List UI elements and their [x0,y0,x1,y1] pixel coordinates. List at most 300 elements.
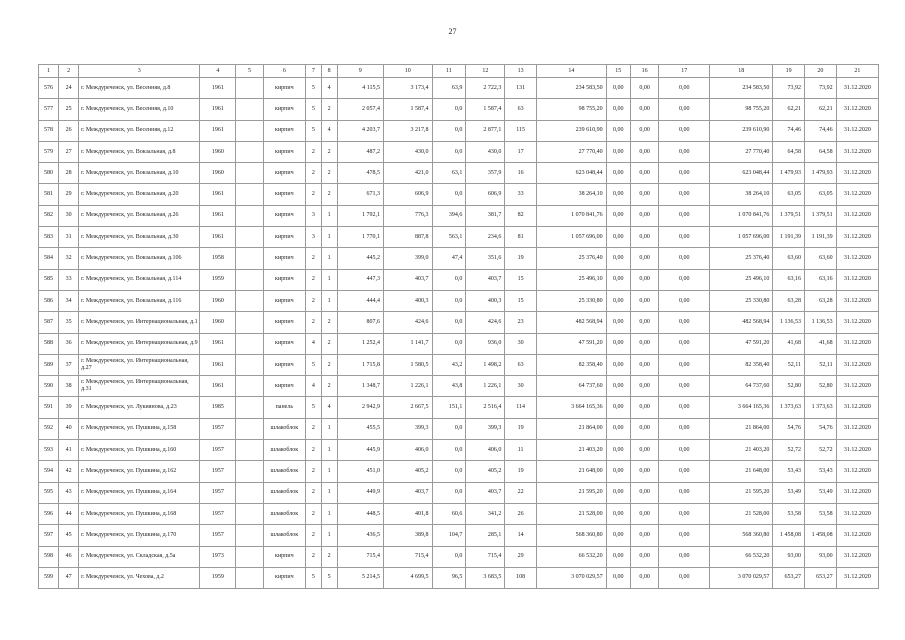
table-cell: 1961 [200,184,236,205]
table-cell: 0,00 [606,567,630,588]
table-cell: 43,8 [432,376,466,397]
table-cell: 0,00 [630,440,658,461]
table-cell: шлакоблок [263,440,305,461]
table-cell: 52,11 [773,354,805,375]
table-cell: 66 532,20 [537,546,607,567]
table-cell: 588 [39,333,59,354]
table-cell: 0,00 [659,525,710,546]
table-row [39,503,879,524]
table-cell: 715,4 [384,546,433,567]
table-cell: 53,43 [805,461,837,482]
table-cell: 73,92 [805,78,837,99]
table-cell: 47,4 [432,248,466,269]
table-cell: 482 568,94 [537,312,607,333]
header-row [39,65,879,78]
table-cell: 5 [321,567,337,588]
table-cell: 2 516,4 [466,397,505,418]
table-cell: 589 [39,354,59,375]
table-cell: 82 [505,205,537,226]
table-cell: 30 [59,205,79,226]
table-cell: 1985 [200,397,236,418]
table-row [39,567,879,588]
table-cell: 1 070 841,76 [537,205,607,226]
table-cell: 1957 [200,482,236,503]
table-cell: 93,00 [773,546,805,567]
table-cell: 33 [505,184,537,205]
address-cell: г. Междуреченск, ул. Лукиянова, д.23 [79,397,200,418]
table-cell: кирпич [263,205,305,226]
table-cell: 4 [305,376,321,397]
table-cell: 31.12.2020 [836,99,878,120]
table-cell: 19 [505,461,537,482]
table-cell: 0,00 [606,525,630,546]
table-cell: 586 [39,290,59,311]
table-cell: 0,00 [606,418,630,439]
table-cell: 2 942,9 [337,397,383,418]
table-cell: 63,60 [773,248,805,269]
table-cell: 31.12.2020 [836,141,878,162]
table-cell: 46 [59,546,79,567]
table-cell: 424,6 [466,312,505,333]
table-cell: 44 [59,503,79,524]
table-cell: 3 [305,205,321,226]
table-cell: 606,9 [384,184,433,205]
table-cell: 1961 [200,376,236,397]
table-cell: 31.12.2020 [836,567,878,588]
table-cell: 52,80 [805,376,837,397]
table-cell: 5 214,5 [337,567,383,588]
table-cell: 0,00 [606,546,630,567]
table-cell: 0,00 [606,269,630,290]
address-cell: г. Междуреченск, ул. Пушкина, д.158 [79,418,200,439]
table-cell: 0,00 [659,567,710,588]
table-cell: 0,00 [659,482,710,503]
table-cell: 5 [305,78,321,99]
table-cell: 2 [321,99,337,120]
table-row [39,120,879,141]
table-cell: 38 264,10 [537,184,607,205]
table-cell: 31.12.2020 [836,248,878,269]
table-row [39,290,879,311]
table-cell: 0,00 [659,78,710,99]
table-cell: 579 [39,141,59,162]
table-cell: 1 587,4 [384,99,433,120]
table-cell: 596 [39,503,59,524]
table-cell: 430,0 [466,141,505,162]
table-cell: 63,28 [773,290,805,311]
table-cell: 24 [59,78,79,99]
table-cell: 11 [505,440,537,461]
table-cell: 2 [321,312,337,333]
table-cell: 0,00 [606,503,630,524]
table-cell: 0,00 [659,440,710,461]
table-cell: 421,0 [384,163,433,184]
table-row [39,141,879,162]
table-cell: 0,0 [432,290,466,311]
table-cell: панель [263,397,305,418]
table-cell: 0,00 [630,525,658,546]
table-cell: 2 [321,376,337,397]
table-cell: 406,0 [384,440,433,461]
table-cell: 0,00 [630,248,658,269]
table-cell: 93,00 [805,546,837,567]
table-cell: 594 [39,461,59,482]
table-cell: 74,46 [773,120,805,141]
table-cell: 2 [305,163,321,184]
table-cell: 0,00 [606,205,630,226]
table-cell [236,312,263,333]
table-row [39,397,879,418]
table-cell [236,290,263,311]
table-cell: 31.12.2020 [836,525,878,546]
table-cell: 31.12.2020 [836,205,878,226]
table-cell: 285,1 [466,525,505,546]
table-cell: 0,00 [606,397,630,418]
table-cell: 568 360,80 [710,525,773,546]
table-cell: 583 [39,227,59,248]
table-cell: 114 [505,397,537,418]
table-cell: 405,2 [466,461,505,482]
table-cell: 25 496,10 [537,269,607,290]
column-header: 14 [537,65,607,78]
address-cell: г. Междуреченск, ул. Пушкина, д.170 [79,525,200,546]
column-header: 3 [79,65,200,78]
table-cell: 1960 [200,163,236,184]
table-cell [236,78,263,99]
table-cell: 4 203,7 [337,120,383,141]
table-cell: 62,21 [773,99,805,120]
table-cell: 2 057,4 [337,99,383,120]
table-cell: 2 [305,461,321,482]
table-cell: 400,3 [466,290,505,311]
table-cell: 394,6 [432,205,466,226]
table-row [39,227,879,248]
table-cell: 2 [305,184,321,205]
table-cell: 0,00 [659,418,710,439]
table-cell: 448,5 [337,503,383,524]
table-cell: 1961 [200,205,236,226]
table-cell [236,184,263,205]
address-cell: г. Междуреченск, ул. Интернациональная, д.31 [79,376,200,397]
table-cell: 3 664 165,36 [710,397,773,418]
table-cell: 2 [305,482,321,503]
table-cell: 1 587,4 [466,99,505,120]
table-cell: 29 [505,546,537,567]
table-cell: 29 [59,184,79,205]
table-row [39,248,879,269]
column-header: 18 [710,65,773,78]
table-cell: 0,00 [659,546,710,567]
table-cell [236,397,263,418]
table-cell [236,503,263,524]
table-cell: 436,5 [337,525,383,546]
table-cell: 41 [59,440,79,461]
table-cell: 0,00 [606,227,630,248]
table-cell: 5 [305,567,321,588]
table-cell: 31.12.2020 [836,312,878,333]
table-cell: 578 [39,120,59,141]
table-cell: 47 591,20 [537,333,607,354]
table-cell: 21 403,20 [710,440,773,461]
table-row [39,461,879,482]
table-cell: шлакоблок [263,525,305,546]
table-cell: 25 376,40 [537,248,607,269]
table-cell: 21 595,20 [710,482,773,503]
address-cell: г. Междуреченск, ул. Пушкина, д.160 [79,440,200,461]
table-cell: 0,00 [659,163,710,184]
table-cell: 38 264,10 [710,184,773,205]
table-cell: 1 379,51 [773,205,805,226]
table-cell: 31.12.2020 [836,163,878,184]
table-cell: 15 [505,290,537,311]
table-cell: 52,11 [805,354,837,375]
column-header: 5 [236,65,263,78]
table-cell: 3 683,5 [466,567,505,588]
table-cell [236,269,263,290]
table-cell: 31.12.2020 [836,397,878,418]
table-cell: 64 737,60 [537,376,607,397]
table-cell: 151,1 [432,397,466,418]
table-cell: 31.12.2020 [836,227,878,248]
table-cell: 2 [305,503,321,524]
table-cell: 1 458,08 [773,525,805,546]
table-cell: 27 770,40 [537,141,607,162]
table-cell: 63,1 [432,163,466,184]
table-cell: 234 583,50 [710,78,773,99]
table-cell: 606,9 [466,184,505,205]
column-header: 6 [263,65,305,78]
table-cell: 1 136,53 [773,312,805,333]
table-cell: 31 [59,227,79,248]
table-cell: 0,00 [630,354,658,375]
address-cell: г. Междуреченск, ул. Вокзальная, д.26 [79,205,200,226]
table-cell: 406,0 [466,440,505,461]
table-cell: 0,0 [432,99,466,120]
table-cell: 2 [321,163,337,184]
table-cell: 26 [59,120,79,141]
table-cell [236,120,263,141]
table-cell: 0,00 [630,546,658,567]
table-cell: 0,00 [659,376,710,397]
table-cell: 1957 [200,418,236,439]
address-cell: г. Междуреченск, ул. Чехова, д.2 [79,567,200,588]
table-cell: 2 [305,290,321,311]
data-table [38,64,879,589]
table-cell: 0,00 [630,482,658,503]
table-cell: 401,8 [384,503,433,524]
table-cell: 0,00 [630,397,658,418]
table-cell: 63,05 [773,184,805,205]
table-cell: 0,00 [659,461,710,482]
table-cell: кирпич [263,227,305,248]
table-cell: 31.12.2020 [836,461,878,482]
table-cell: 1 498,2 [466,354,505,375]
table-cell [236,546,263,567]
table-cell: 0,0 [432,333,466,354]
table-cell: 4 [321,397,337,418]
table-cell: 53,58 [805,503,837,524]
table-cell: 30 [505,333,537,354]
address-cell: г. Междуреченск, ул. Интернациональная, д.1 [79,312,200,333]
table-row [39,312,879,333]
table-cell: 576 [39,78,59,99]
column-header: 13 [505,65,537,78]
table-cell: 0,00 [659,227,710,248]
table-cell: 0,00 [606,312,630,333]
table-cell [236,354,263,375]
table-cell: 444,4 [337,290,383,311]
table-cell: 1 [321,503,337,524]
table-cell: 41,68 [773,333,805,354]
table-cell: 63,60 [805,248,837,269]
table-cell: кирпич [263,354,305,375]
table-cell: 591 [39,397,59,418]
table-cell: 31.12.2020 [836,333,878,354]
table-cell: 28 [59,163,79,184]
table-cell: 0,00 [630,163,658,184]
table-cell: 35 [59,312,79,333]
table-cell: 4 699,5 [384,567,433,588]
table-cell: 598 [39,546,59,567]
table-cell: 0,00 [630,461,658,482]
address-cell: г. Междуреченск, ул. Пушкина, д.162 [79,461,200,482]
table-cell: 1960 [200,141,236,162]
table-cell: 0,00 [630,269,658,290]
column-header: 2 [59,65,79,78]
table-cell: кирпич [263,120,305,141]
table-cell [236,482,263,503]
table-cell: 1958 [200,248,236,269]
table-cell: 4 [321,78,337,99]
table-cell [236,418,263,439]
table-cell [236,376,263,397]
table-cell: 0,00 [659,354,710,375]
table-cell: 1 226,1 [466,376,505,397]
table-cell: 43 [59,482,79,503]
table-cell: 580 [39,163,59,184]
table-cell: 15 [505,269,537,290]
table-cell: 4 [321,120,337,141]
table-cell: 0,00 [659,120,710,141]
table-cell: 19 [505,248,537,269]
table-cell: 0,00 [659,248,710,269]
table-cell: 399,3 [384,418,433,439]
table-cell: 2 [305,248,321,269]
table-cell: 0,0 [432,482,466,503]
table-cell [236,227,263,248]
table-cell: 0,00 [659,269,710,290]
table-cell: 715,4 [466,546,505,567]
table-cell: 66 532,20 [710,546,773,567]
table-cell: 3 173,4 [384,78,433,99]
table-cell [236,461,263,482]
table-cell: 593 [39,440,59,461]
table-cell: шлакоблок [263,503,305,524]
address-cell: г. Междуреченск, ул. Весенняя, д.10 [79,99,200,120]
table-cell: 807,6 [337,312,383,333]
table-cell: 599 [39,567,59,588]
table-cell: 1 057 696,00 [537,227,607,248]
table-cell: 887,8 [384,227,433,248]
table-cell: 42 [59,461,79,482]
table-cell: 0,0 [432,120,466,141]
table-cell: 1 715,8 [337,354,383,375]
table-cell: 597 [39,525,59,546]
table-cell: 445,9 [337,440,383,461]
table-cell: шлакоблок [263,418,305,439]
table-cell: 45 [59,525,79,546]
table-row [39,205,879,226]
table-cell: кирпич [263,99,305,120]
table-cell: 53,43 [773,461,805,482]
table-cell: 5 [305,120,321,141]
table-cell: 0,00 [606,376,630,397]
table-cell: 0,0 [432,269,466,290]
table-cell: 0,00 [659,312,710,333]
table-cell: 2 [305,418,321,439]
table-cell: 1 [321,461,337,482]
table-cell: шлакоблок [263,482,305,503]
table-row [39,184,879,205]
table-cell: 2 [321,184,337,205]
table-cell: 52,72 [773,440,805,461]
table-cell: 38 [59,376,79,397]
table-cell: 577 [39,99,59,120]
table-cell: кирпич [263,248,305,269]
table-cell: 3 070 029,57 [710,567,773,588]
table-cell: 0,00 [630,205,658,226]
table-cell: 447,3 [337,269,383,290]
table-cell: 82 358,40 [710,354,773,375]
table-cell: 82 358,40 [537,354,607,375]
table-cell: 63,28 [805,290,837,311]
table-cell [236,141,263,162]
table-cell: 0,00 [606,290,630,311]
table-cell: кирпич [263,141,305,162]
table-cell: 1 479,93 [773,163,805,184]
column-header: 8 [321,65,337,78]
table-cell: кирпич [263,567,305,588]
table-cell: 60,6 [432,503,466,524]
table-row [39,99,879,120]
table-cell: 31.12.2020 [836,503,878,524]
table-cell: 405,2 [384,461,433,482]
table-cell: 403,7 [384,269,433,290]
table-cell: 0,00 [659,503,710,524]
table-cell: 64 737,60 [710,376,773,397]
table-cell: 776,3 [384,205,433,226]
table-cell [236,205,263,226]
page-number: 27 [448,27,457,36]
table-cell: 22 [505,482,537,503]
table-cell: 53,49 [773,482,805,503]
table-cell: 653,27 [773,567,805,588]
table-cell: кирпич [263,290,305,311]
table-cell [236,440,263,461]
column-header: 16 [630,65,658,78]
table-cell: 445,2 [337,248,383,269]
table-cell: 478,5 [337,163,383,184]
table-cell: 53,58 [773,503,805,524]
table-cell: кирпич [263,78,305,99]
table-body [39,78,879,589]
table-cell: 64,58 [805,141,837,162]
table-cell: кирпич [263,312,305,333]
table-cell: 25 376,40 [710,248,773,269]
table-row [39,354,879,375]
table-cell: 449,9 [337,482,383,503]
table-cell [236,248,263,269]
